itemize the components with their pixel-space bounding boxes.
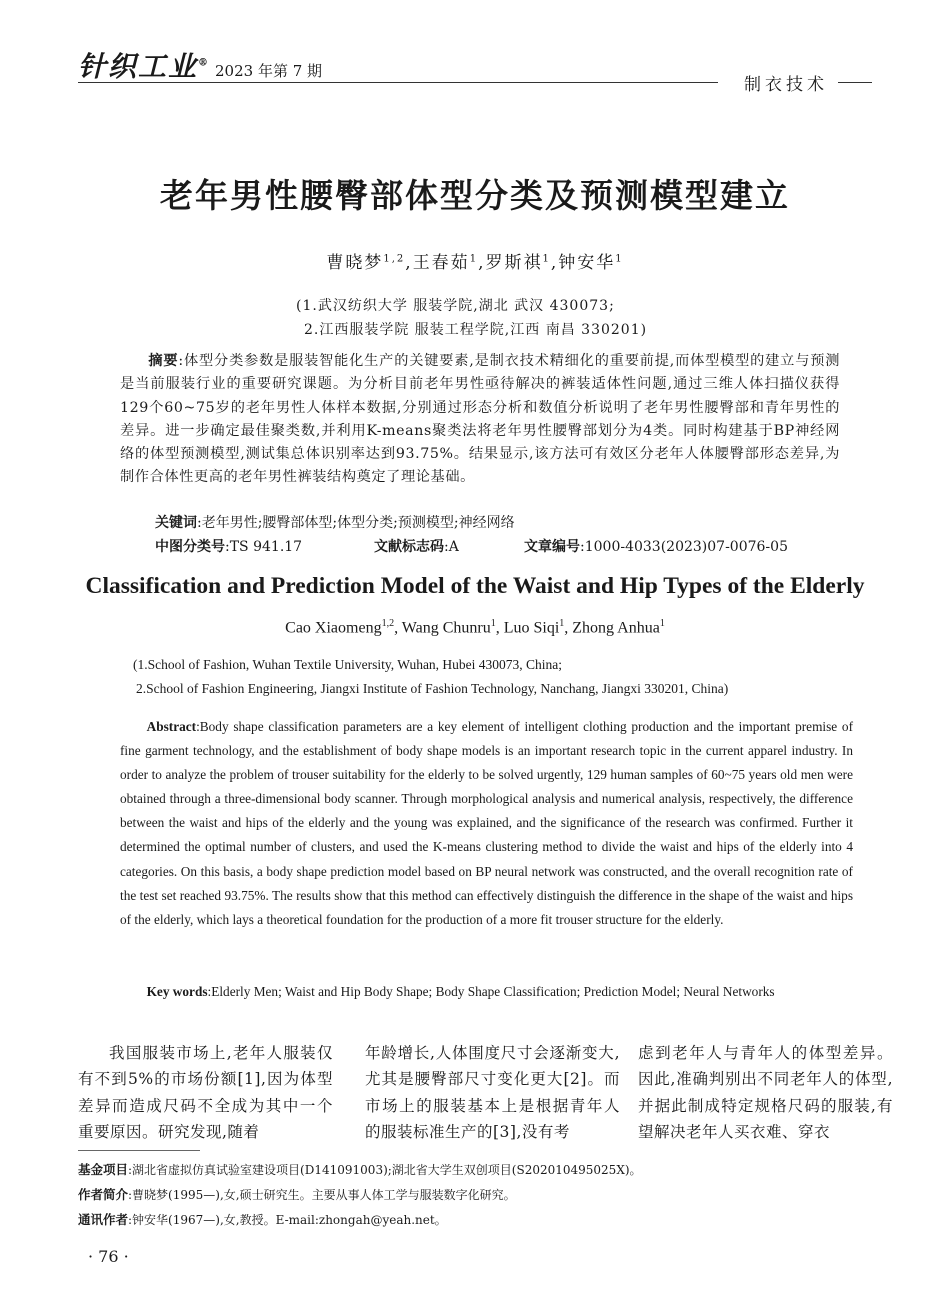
author: Luo Siqi: [503, 619, 560, 637]
issue-info: 2023 年第 7 期: [215, 62, 323, 80]
affiliation-cn-1: (1.武汉纺织大学 服装学院,湖北 武汉 430073;: [296, 298, 615, 314]
affiliation-en-1: (1.School of Fashion, Wuhan Textile University, Wuhan, Hubei 430073, China;: [133, 657, 563, 672]
footnote-fund: 基金项目:湖北省虚拟仿真试验室建设项目(D141091003);湖北省大学生双创项目(S202010495025X)。: [78, 1162, 642, 1177]
author: 曹晓梦: [326, 253, 384, 273]
journal-logo: 针织工业®: [78, 50, 211, 83]
author: Zhong Anhua: [572, 619, 660, 637]
author: 罗斯祺: [485, 253, 543, 273]
author: Cao Xiaomeng: [285, 619, 382, 637]
abstract-cn-label: 摘要: [148, 353, 179, 369]
footnote-author: 作者简介:曹晓梦(1995—),女,硕士研究生。主要从事人体工学与服装数字化研究。: [78, 1187, 516, 1202]
title-en: Classification and Prediction Model of the Waist and Hip Types of the Elderly: [85, 573, 865, 599]
clc-number: 中图分类号:TS 941.17: [155, 539, 303, 555]
body-column-3: 虑到老年人与青年人的体型差异。因此,准确判别出不同老年人的体型,并据此制成特定规格尺码的服装,有望解决老年人买衣难、穿衣: [638, 1044, 893, 1142]
affiliation-en-2: 2.School of Fashion Engineering, Jiangxi Institute of Fashion Technology, Nanchang, Jiangxi 330201, China): [136, 681, 729, 696]
body-column-1: 我国服装市场上,老年人服装仅有不到5%的市场份额[1],因为体型差异而造成尺码不全成为其中一个重要原因。研究发现,随着: [78, 1044, 333, 1142]
authors-en: Cao Xiaomeng$^{1,2}$, Wang Chunru$^1$, Luo Siqi$^1$, Zhong Anhua$^1$: [285, 618, 665, 637]
abstract-en: [120, 715, 853, 932]
keywords-en: Key words:Elderly Men; Waist and Hip Body Shape; Body Shape Classification; Prediction Model; Neural Networks: [146, 984, 775, 999]
author: 王春茹: [412, 253, 470, 273]
article-number: 文章编号:1000-4033(2023)07-0076-05: [524, 539, 788, 555]
authors-cn: 曹晓梦$^{1,2}$,王春茹$^1$,罗斯祺$^1$,钟安华$^1$: [326, 253, 624, 273]
author: Wang Chunru: [401, 619, 491, 637]
abstract-en-label: Abstract: [146, 719, 197, 734]
section-name: 制衣技术: [744, 75, 828, 95]
title-cn: 老年男性腰臀部体型分类及预测模型建立: [160, 176, 790, 215]
registered-mark: ®: [198, 57, 211, 69]
footnote-rule: [78, 1150, 200, 1151]
header-rule: [78, 82, 718, 83]
abstract-cn-text: :体型分类参数是服装智能化生产的关键要素,是制衣技术精细化的重要前提,而体型模型的建立与预测是当前服装行业的重要研究课题。为分析目前老年男性亟待解决的裤装适体性问题,通过三维人体扫描仪获得129个60~75岁的老年男性人体样本数据,分别通过形态分析和数值分析说明了老年男性腰臀部和青年男性的差异。进一步确定最佳聚类数,并利用K-means聚类法将老年男性腰臀部划分为4类。同时构建基于BP神经网络的体型预测模型,测试集总体识别率达到93.75%。结果显示,该方法可有效区分老年人体腰臀部形态差异,为制作合体性更高的老年男性裤装结构奠定了理论基础。: [120, 353, 840, 486]
footnote-corresponding: 通讯作者:钟安华(1967—),女,教授。E-mail:zhongah@yeah.net。: [78, 1212, 447, 1227]
affiliation-cn-2: 2.江西服装学院 服装工程学院,江西 南昌 330201): [304, 322, 648, 338]
author: 钟安华: [558, 253, 616, 273]
document-code: 文献标志码:A: [374, 539, 459, 555]
body-column-2: 年龄增长,人体围度尺寸会逐渐变大,尤其是腰臀部尺寸变化更大[2]。而市场上的服装基本上是根据青年人的服装标准生产的[3],没有考: [365, 1044, 620, 1142]
section-rule: [838, 82, 872, 83]
abstract-cn: [120, 350, 840, 490]
abstract-en-text: :Body shape classification parameters are a key element of intelligent clothing production and the important premise of fine garment technology, and the establishment of body shape models is an important research topic in the current apparel industry. In order to analyze the problem of trouser suitability for the elderly to be solved urgently, 129 human samples of 60~75 years old men were obtained through a three-dimensional body scanner. Through morphological analysis and numerical analysis, respectively, the difference between the waist and hips of the elderly and the young was explained, and the significance of the research was confirmed. Further it determined the optimal number of clusters, and used the K-means clustering method to divide the waist and hips of the elderly into 4 categories. On this basis, a body shape prediction model based on BP neural network was constructed, and the overall recognition rate of the test set reached 93.75%. The results show that this method can effectively distinguish the difference in the shape of the waist and hips of the elderly, which lays a theoretical foundation for the production of a more fit trouser structure for the elderly.: [120, 719, 853, 927]
keywords-cn: 关键词:老年男性;腰臀部体型;体型分类;预测模型;神经网络: [155, 515, 515, 531]
page-number: · 76 ·: [88, 1247, 129, 1266]
